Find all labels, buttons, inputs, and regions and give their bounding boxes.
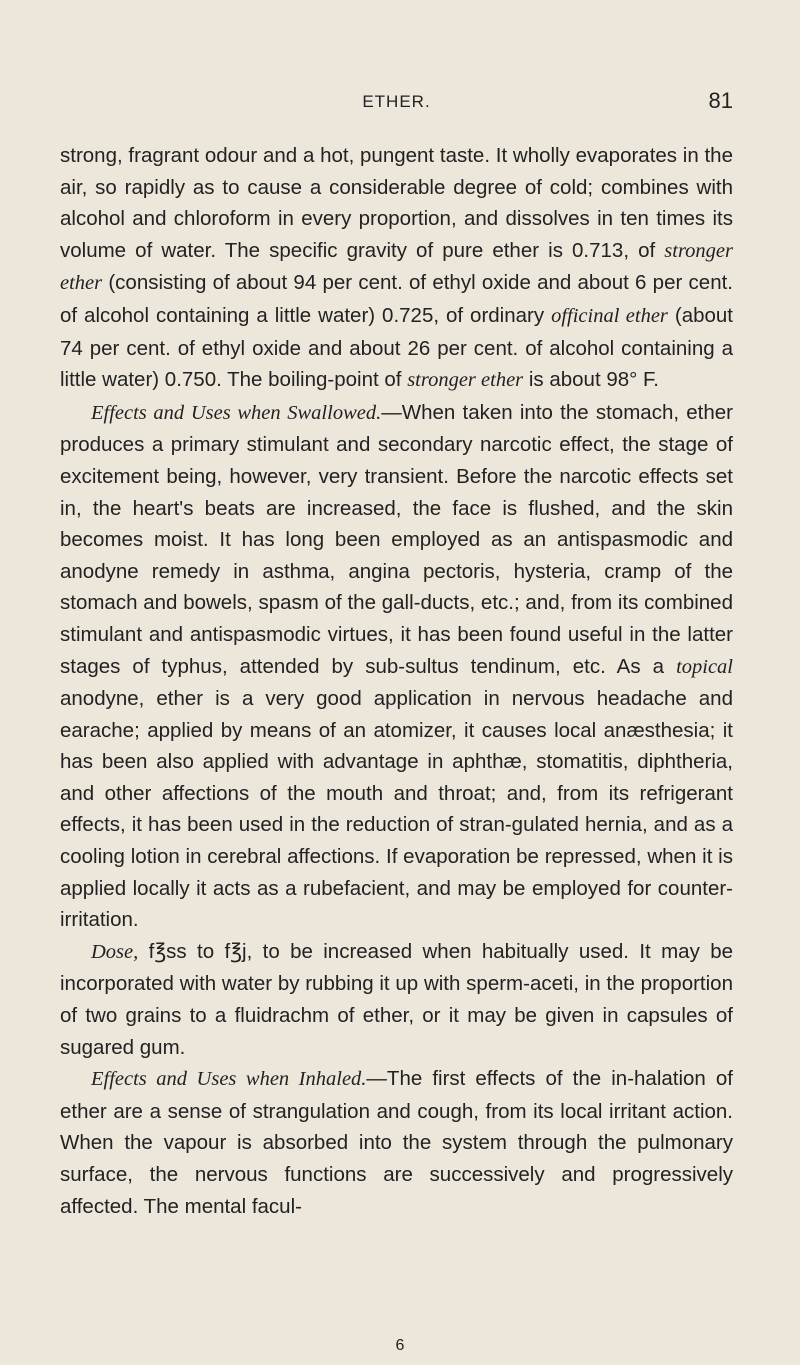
paragraph-effects-swallowed: [60, 397, 733, 936]
italic-term: topical: [676, 655, 733, 678]
italic-term: officinal ether: [551, 304, 668, 327]
text-segment: —When taken into the stomach, ether produces a primary stimulant and secondary narcotic effect, the stage of excitement being, however, very transient. Before the narcotic effects set in, the heart's beats are increased, the face is flushed, and the skin becomes moist. It has long been employed as an antispasmodic and anodyne remedy in asthma, angina pectoris, hysteria, cramp of the stomach and bowels, spasm of the gall-ducts, etc.; and, from its combined stimulant and antispasmodic virtues, it has been found useful in the latter stages of typhus, attended by sub-sultus tendinum, etc. As a: [60, 400, 733, 678]
text-segment: (about 74 per cent. of ethyl oxide and about 26 per cent. of alcohol containing a little water) 0.750. The boiling-point of: [60, 303, 734, 392]
section-heading: Effects and Uses when Inhaled.: [91, 1068, 367, 1091]
italic-term: stronger ether: [60, 239, 733, 295]
text-segment: is about 98° F.: [523, 368, 659, 392]
paragraph-continued: [60, 140, 733, 397]
page-header: [60, 88, 733, 118]
running-title: ETHER.: [362, 92, 431, 111]
italic-term: stronger ether: [407, 369, 524, 392]
text-segment: strong, fragrant odour and a hot, pungent taste. It wholly evaporates in the air, so rapidly as to cause a considerable degree of cold; combines with alcohol and chloroform in every proportion, and dissolves in ten times its volume of water. The specific gravity of pure ether is 0.713, of: [60, 144, 733, 262]
page-number: 81: [708, 88, 733, 113]
text-segment: anodyne, ether is a very good application in nervous headache and earache; applied by means of an atomizer, it causes local anæsthesia; it has been also applied with advantage in aphthæ, stomatitis, diphtheria, and other affections of the mouth and throat; and, from its refrigerant effects, it has been used in the reduction of stran-gulated hernia, and as a cooling lotion in cerebral affections. If evaporation be repressed, when it is applied locally it acts as a rubefacient, and may be employed for counter-irritation.: [60, 687, 733, 932]
text-segment: (consisting of about 94 per cent. of ethyl oxide and about 6 per cent. of alcohol containing a little water) 0.725, of ordinary: [60, 271, 733, 327]
text-segment: —The first effects of the in-halation of ether are a sense of strangulation and cough, from its local irritant action. When the vapour is absorbed into the system through the pulmonary surface, the nervous functions are successively and progressively affected. The mental facul-: [60, 1067, 733, 1218]
signature-mark: 6: [395, 1337, 405, 1354]
paragraph-effects-inhaled: [60, 1063, 733, 1222]
section-heading: Dose,: [91, 940, 139, 963]
text-segment: f℥ss to f℥j, to be increased when habitually used. It may be incorporated with water by rubbing it up with sperm-aceti, in the proportion of two grains to a fluidrachm of ether, or it may be given in capsules of sugared gum.: [60, 939, 733, 1059]
body-text: [60, 140, 733, 1222]
section-heading: Effects and Uses when Swallowed.: [91, 401, 382, 424]
paragraph-dose: [60, 936, 733, 1063]
